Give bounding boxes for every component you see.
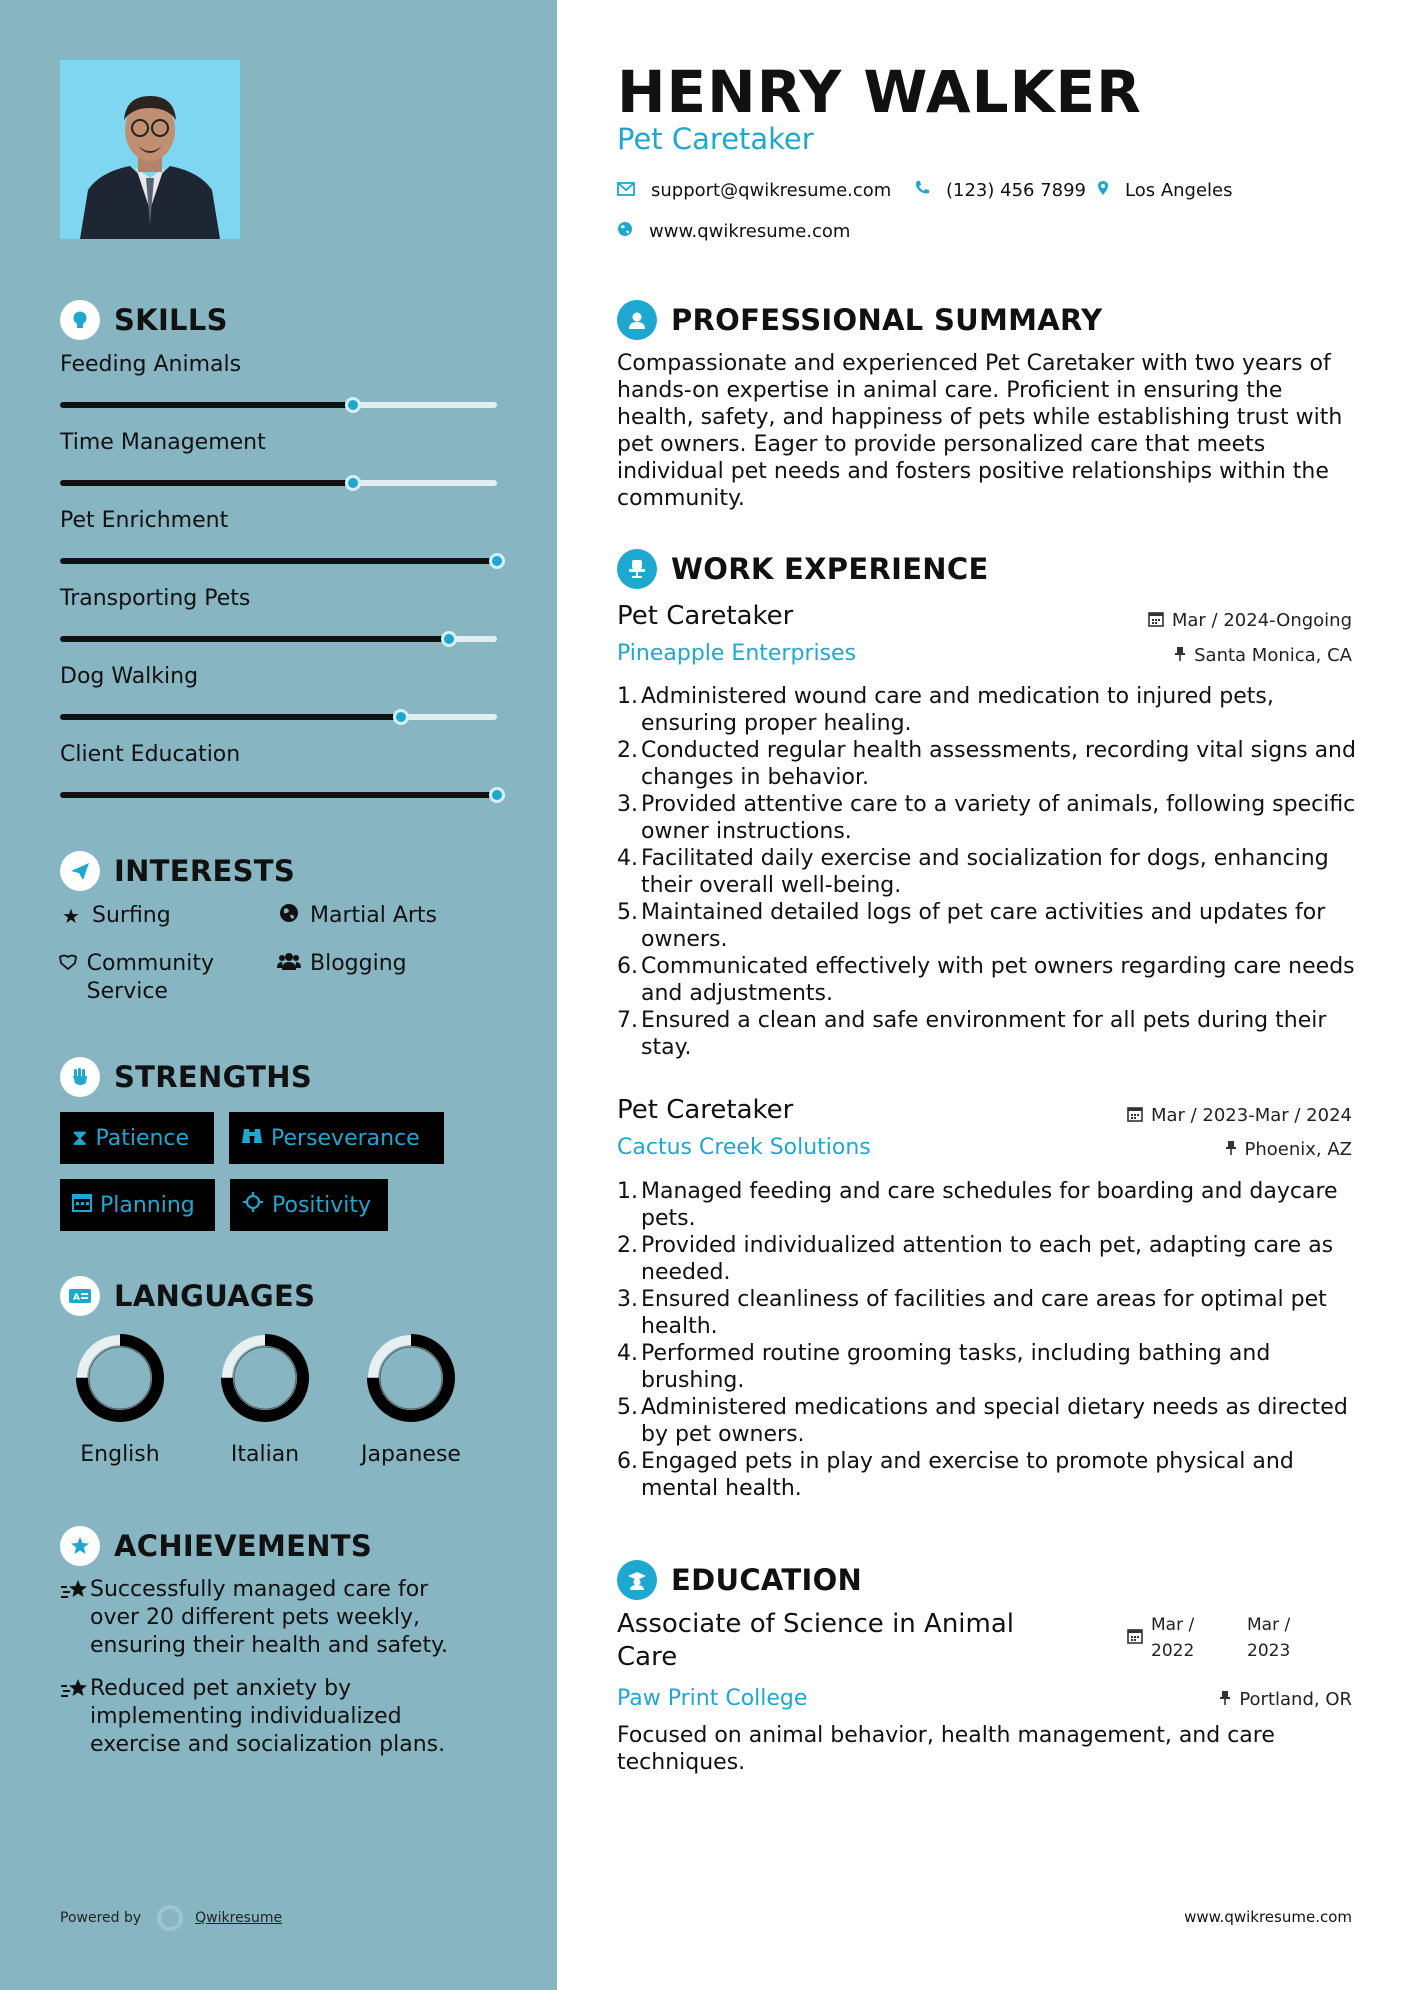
list-item: 3. Provided attentive care to a variety of animals, following specific owner instructions. [617, 792, 1356, 844]
interest-item [276, 950, 407, 978]
contact-email [617, 180, 891, 201]
star-badge-icon [60, 1526, 100, 1566]
skill-item [60, 508, 500, 538]
strength-badge [230, 1179, 388, 1231]
users-icon [276, 950, 302, 978]
briefcase-chair-icon [617, 549, 657, 589]
skill-bar [60, 558, 497, 564]
job-location-text: Phoenix, AZ [1244, 1139, 1352, 1160]
education-end-date [1247, 1612, 1305, 1664]
job-dates-text: Mar / 2023-Mar / 2024 [1150, 1105, 1352, 1126]
language-ring [70, 1328, 170, 1428]
phone-icon [914, 180, 930, 201]
skills-heading [60, 300, 228, 340]
education-title: EDUCATION [671, 1563, 863, 1597]
skill-item [60, 664, 500, 694]
interest-item [58, 902, 171, 930]
achievement-text: Successfully managed care for over 20 different pets weekly, ensuring their health and safety. [90, 1577, 448, 1658]
fist-icon [60, 1057, 100, 1097]
languages-title: LANGUAGES [114, 1279, 316, 1313]
list-item: 5. Maintained detailed logs of pet care activities and updates for owners. [617, 900, 1326, 952]
education-location-text: Portland, OR [1239, 1689, 1352, 1710]
calendar-icon [1127, 1106, 1143, 1126]
powered-by [60, 1905, 282, 1931]
language-ring [361, 1328, 461, 1428]
education-heading [617, 1560, 862, 1600]
pushpin-icon [1174, 646, 1186, 666]
calendar-icon [72, 1192, 92, 1218]
pushpin-icon [1225, 1140, 1237, 1160]
skill-label: Pet Enrichment [60, 508, 229, 533]
calendar-icon [1148, 611, 1164, 631]
star-icon: ★ [62, 904, 80, 928]
strengths-heading [60, 1057, 312, 1097]
languages-heading [60, 1276, 315, 1316]
interest-label: Community Service [86, 951, 214, 1004]
location-text: Los Angeles [1125, 180, 1233, 201]
list-item: 4. Performed routine grooming tasks, including bathing and brushing. [617, 1341, 1271, 1393]
qwikresume-link[interactable]: Qwikresume [195, 1910, 283, 1926]
job-dates [1148, 610, 1352, 631]
globe-icon [617, 221, 633, 242]
sun-icon [242, 1191, 264, 1219]
list-item: 2. Conducted regular health assessments, recording vital signs and changes in behavior. [617, 738, 1356, 790]
job-company: Pineapple Enterprises [617, 641, 857, 666]
paper-plane-icon [60, 851, 100, 891]
phone-text: (123) 456 7899 [946, 180, 1087, 201]
experience-title: WORK EXPERIENCE [671, 552, 989, 586]
user-icon [617, 300, 657, 340]
education-description: Focused on animal behavior, health management, and care techniques. [617, 1723, 1275, 1775]
job-title: Pet Caretaker [617, 601, 794, 631]
sidebar [0, 0, 557, 1990]
star-icon [60, 1578, 90, 1660]
interest-label: Blogging [310, 951, 407, 976]
language-item [55, 1328, 185, 1467]
language-item [200, 1328, 330, 1467]
list-item: 1. Administered wound care and medication to injured pets, ensuring proper healing. [617, 684, 1274, 736]
achievement-item [60, 1576, 480, 1660]
envelope-icon [617, 181, 635, 201]
job-location-text: Santa Monica, CA [1194, 645, 1352, 666]
school-name: Paw Print College [617, 1686, 808, 1711]
list-item: 6. Communicated effectively with pet owners regarding care needs and adjustments. [617, 954, 1355, 1006]
list-item: 1. Managed feeding and care schedules for boarding and daycare pets. [617, 1179, 1338, 1231]
job-location [1174, 645, 1352, 666]
skills-title: SKILLS [114, 303, 228, 337]
education-end-text: Mar / 2023 [1247, 1615, 1291, 1661]
list-item: 6. Engaged pets in play and exercise to promote physical and mental health. [617, 1449, 1294, 1501]
interests-heading [60, 851, 295, 891]
binoculars-icon [241, 1126, 263, 1151]
candidate-role: Pet Caretaker [617, 122, 814, 156]
list-item: 4. Facilitated daily exercise and socialization for dogs, enhancing their overall well-being. [617, 846, 1329, 898]
job-duties [617, 683, 1362, 1061]
education-start-text: Mar / 2022 [1151, 1615, 1195, 1661]
strength-label: Patience [95, 1125, 190, 1151]
experience-heading [617, 549, 989, 589]
language-ring [215, 1328, 315, 1428]
powered-by-label: Powered by [60, 1910, 142, 1926]
job-dates [1127, 1105, 1352, 1126]
skill-item [60, 352, 500, 382]
skill-item [60, 742, 500, 772]
footer-website[interactable]: www.qwikresume.com [1184, 1908, 1352, 1926]
achievements-title: ACHIEVEMENTS [114, 1529, 373, 1563]
skill-bar [60, 402, 497, 408]
interest-label: Martial Arts [310, 903, 438, 928]
degree-title: Associate of Science in Animal Care [617, 1609, 1015, 1672]
qwikresume-logo-icon [157, 1905, 183, 1931]
job-location [1225, 1139, 1353, 1160]
globe-icon [276, 902, 302, 930]
summary-text: Compassionate and experienced Pet Caretaker with two years of hands-on expertise in animal care. Proficient in ensuring the health, safety, and happiness of pets while establishing trust with pet owners. Eager to provide personalized care that meets individual pet needs and fosters positive relationships within the community. [617, 351, 1343, 511]
interest-item [58, 950, 258, 1006]
skill-label: Feeding Animals [60, 352, 242, 377]
strength-label: Positivity [272, 1192, 372, 1218]
language-label: Japanese [361, 1442, 461, 1467]
strength-label: Perseverance [271, 1125, 420, 1151]
website-text[interactable]: www.qwikresume.com [649, 221, 851, 242]
summary-title: PROFESSIONAL SUMMARY [671, 303, 1103, 337]
skill-label: Time Management [60, 430, 266, 455]
job-company: Cactus Creek Solutions [617, 1135, 871, 1160]
interest-item [276, 902, 437, 930]
profile-photo [60, 60, 240, 239]
interests-title: INTERESTS [114, 854, 296, 888]
strengths-title: STRENGTHS [114, 1060, 313, 1094]
skill-bar [60, 714, 497, 720]
job-duties [617, 1178, 1362, 1502]
pushpin-icon [1219, 1690, 1231, 1710]
contact-location [1097, 180, 1233, 201]
skill-bar [60, 636, 497, 642]
job-title: Pet Caretaker [617, 1095, 794, 1125]
education-location [1219, 1689, 1352, 1710]
skill-bar [60, 792, 497, 798]
email-text[interactable]: support@qwikresume.com [651, 180, 892, 201]
list-item: 2. Provided individualized attention to each pet, adapting care as needed. [617, 1233, 1334, 1285]
job-dates-text: Mar / 2024-Ongoing [1171, 610, 1352, 631]
interest-label: Surfing [92, 903, 171, 928]
language-label: Italian [230, 1442, 300, 1467]
candidate-name: HENRY WALKER [617, 58, 1142, 126]
achievement-text: Reduced pet anxiety by implementing individualized exercise and socialization plans. [90, 1676, 446, 1757]
lightbulb-icon [60, 300, 100, 340]
star-icon [60, 1677, 90, 1759]
contact-website [617, 221, 850, 242]
skill-label: Client Education [60, 742, 241, 767]
skill-item [60, 430, 500, 460]
list-item: 3. Ensured cleanliness of facilities and care areas for optimal pet health. [617, 1287, 1327, 1339]
language-card-icon [60, 1276, 100, 1316]
summary-heading [617, 300, 1102, 340]
handshake-icon [58, 950, 79, 978]
contact-phone [914, 180, 1086, 201]
hourglass-icon: ⧗ [72, 1125, 88, 1151]
strength-badge [229, 1112, 444, 1164]
skill-label: Transporting Pets [60, 586, 251, 611]
skill-bar [60, 480, 497, 486]
strength-badge [60, 1112, 214, 1164]
strength-label: Planning [100, 1192, 195, 1218]
achievement-item [60, 1675, 480, 1759]
svg-text:A: A [73, 1293, 80, 1303]
achievements-heading [60, 1526, 372, 1566]
calendar-icon [1127, 1626, 1143, 1664]
skill-item [60, 586, 500, 616]
education-start-date [1127, 1612, 1197, 1664]
main-content [557, 0, 1407, 1990]
strength-badge [60, 1179, 215, 1231]
list-item: 7. Ensured a clean and safe environment for all pets during their stay. [617, 1008, 1327, 1060]
list-item: 5. Administered medications and special dietary needs as directed by pet owners. [617, 1395, 1348, 1447]
language-item [346, 1328, 476, 1467]
skill-label: Dog Walking [60, 664, 199, 689]
map-pin-icon [1097, 180, 1109, 201]
graduate-icon [617, 1560, 657, 1600]
language-label: English [80, 1442, 160, 1467]
